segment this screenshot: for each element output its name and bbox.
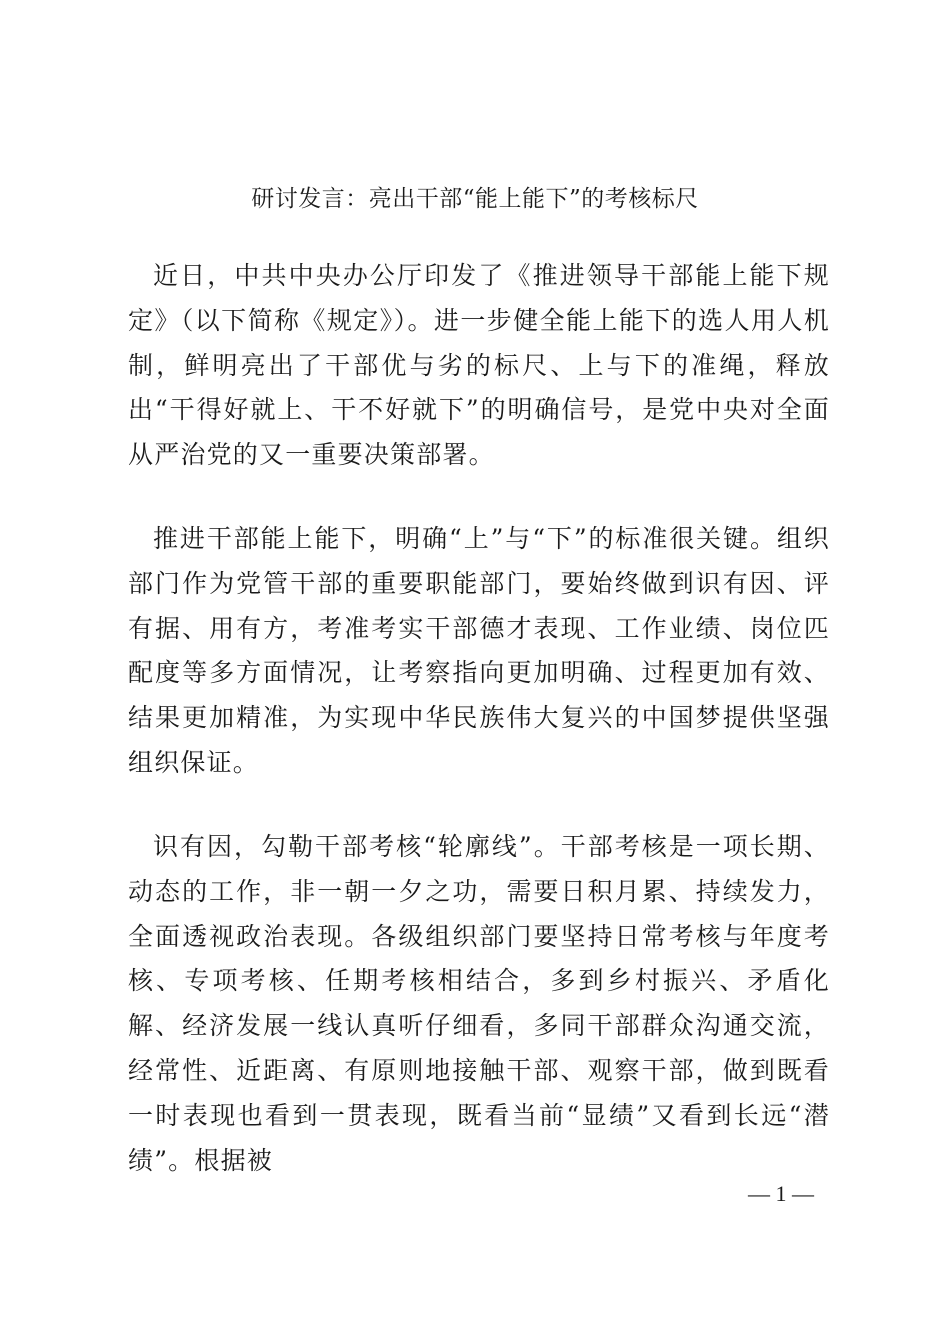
paragraph-3: 识有因，勾勒干部考核“轮廓线”。干部考核是一项长期、动态的工作，非一朝一夕之功，需要日积月累、持续发力，全面透视政治表现。各级组织部门要坚持日常考核与年度考核、专项考核、任期考核相结合，多到乡村振兴、矛盾化解、经济发展一线认真听仔细看，多同干部群众沟通交流，经常性、近距离、有原则地接触干部、观察干部，做到既看一时表现也看到一贯表现，既看当前“显绩”又看到长远“潜绩”。根据被 bbox=[128, 832, 830, 1175]
paragraph-2: 推进干部能上能下，明确“上”与“下”的标准很关键。组织部门作为党管干部的重要职能部门，要始终做到识有因、评有据、用有方，考准考实干部德才表现、工作业绩、岗位匹配度等多方面情况，让考察指向更加明确、过程更加有效、结果更加精准，为实现中华民族伟大复兴的中国梦提供坚强组织保证。 bbox=[128, 524, 830, 777]
document-title: 研讨发言：亮出干部“能上能下”的考核标尺 bbox=[251, 186, 699, 212]
paragraph-1: 近日，中共中央办公厅印发了《推进领导干部能上能下规定》（以下简称《规定》）。进一步健全能上能下的选人用人机制，鲜明亮出了干部优与劣的标尺、上与下的准绳，释放出“干得好就上、干不好就下”的明确信号，是党中央对全面从严治党的又一重要决策部署。 bbox=[128, 261, 830, 470]
page-number: — 1 — bbox=[748, 1181, 814, 1206]
